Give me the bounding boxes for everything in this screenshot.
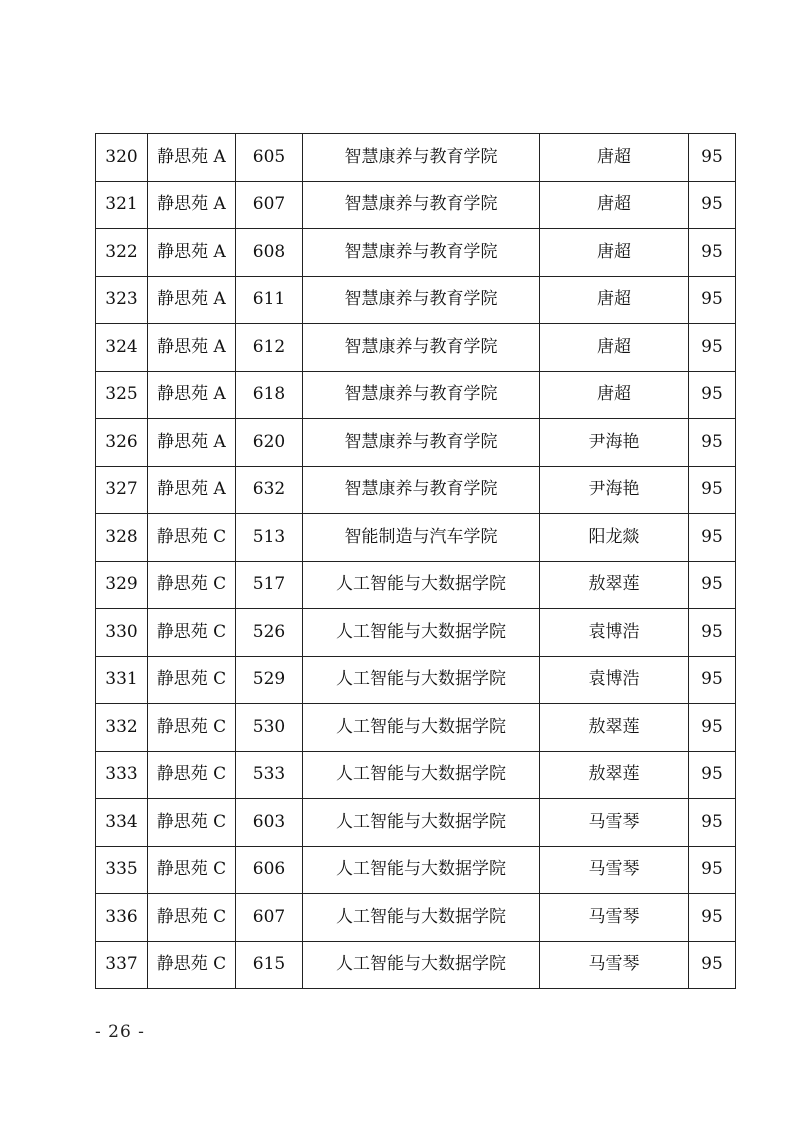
table-row <box>96 514 736 562</box>
table-row <box>96 656 736 704</box>
score-cell: 95 <box>689 514 736 562</box>
college-cell: 智慧康养与教育学院 <box>303 466 540 514</box>
building-cell: 静思苑 C <box>148 656 236 704</box>
score-cell: 95 <box>689 799 736 847</box>
room-number-cell: 606 <box>236 846 303 894</box>
row-number-cell: 329 <box>96 561 148 609</box>
building-cell: 静思苑 C <box>148 704 236 752</box>
score-cell: 95 <box>689 324 736 372</box>
building-cell: 静思苑 C <box>148 609 236 657</box>
room-number-cell: 615 <box>236 941 303 989</box>
college-cell: 智慧康养与教育学院 <box>303 181 540 229</box>
room-number-cell: 517 <box>236 561 303 609</box>
person-in-charge-cell: 马雪琴 <box>540 799 689 847</box>
college-cell: 智慧康养与教育学院 <box>303 276 540 324</box>
table-row <box>96 799 736 847</box>
row-number-cell: 337 <box>96 941 148 989</box>
score-cell: 95 <box>689 751 736 799</box>
row-number-cell: 321 <box>96 181 148 229</box>
room-number-cell: 620 <box>236 419 303 467</box>
room-number-cell: 608 <box>236 229 303 277</box>
table-body <box>96 134 736 989</box>
score-cell: 95 <box>689 371 736 419</box>
row-number-cell: 326 <box>96 419 148 467</box>
room-number-cell: 513 <box>236 514 303 562</box>
table-row <box>96 229 736 277</box>
building-cell: 静思苑 A <box>148 276 236 324</box>
table-row <box>96 276 736 324</box>
row-number-cell: 336 <box>96 894 148 942</box>
person-in-charge-cell: 敖翠莲 <box>540 561 689 609</box>
dormitory-score-table <box>95 133 736 989</box>
room-number-cell: 607 <box>236 181 303 229</box>
person-in-charge-cell: 马雪琴 <box>540 894 689 942</box>
table-row <box>96 894 736 942</box>
score-cell: 95 <box>689 466 736 514</box>
row-number-cell: 335 <box>96 846 148 894</box>
score-cell: 95 <box>689 609 736 657</box>
person-in-charge-cell: 唐超 <box>540 229 689 277</box>
building-cell: 静思苑 A <box>148 181 236 229</box>
college-cell: 智慧康养与教育学院 <box>303 324 540 372</box>
building-cell: 静思苑 C <box>148 894 236 942</box>
college-cell: 人工智能与大数据学院 <box>303 894 540 942</box>
college-cell: 智能制造与汽车学院 <box>303 514 540 562</box>
row-number-cell: 323 <box>96 276 148 324</box>
table-row <box>96 419 736 467</box>
score-cell: 95 <box>689 419 736 467</box>
row-number-cell: 322 <box>96 229 148 277</box>
building-cell: 静思苑 C <box>148 941 236 989</box>
building-cell: 静思苑 A <box>148 466 236 514</box>
college-cell: 智慧康养与教育学院 <box>303 371 540 419</box>
person-in-charge-cell: 唐超 <box>540 324 689 372</box>
person-in-charge-cell: 敖翠莲 <box>540 704 689 752</box>
college-cell: 人工智能与大数据学院 <box>303 846 540 894</box>
college-cell: 人工智能与大数据学院 <box>303 561 540 609</box>
table-row <box>96 704 736 752</box>
person-in-charge-cell: 马雪琴 <box>540 941 689 989</box>
row-number-cell: 327 <box>96 466 148 514</box>
person-in-charge-cell: 袁博浩 <box>540 656 689 704</box>
row-number-cell: 331 <box>96 656 148 704</box>
person-in-charge-cell: 唐超 <box>540 181 689 229</box>
room-number-cell: 530 <box>236 704 303 752</box>
building-cell: 静思苑 A <box>148 134 236 182</box>
person-in-charge-cell: 唐超 <box>540 276 689 324</box>
table-row <box>96 134 736 182</box>
table-row <box>96 561 736 609</box>
college-cell: 人工智能与大数据学院 <box>303 704 540 752</box>
table-row <box>96 181 736 229</box>
college-cell: 智慧康养与教育学院 <box>303 229 540 277</box>
building-cell: 静思苑 C <box>148 846 236 894</box>
score-cell: 95 <box>689 941 736 989</box>
college-cell: 人工智能与大数据学院 <box>303 941 540 989</box>
row-number-cell: 320 <box>96 134 148 182</box>
table-row <box>96 324 736 372</box>
building-cell: 静思苑 C <box>148 751 236 799</box>
table-row <box>96 371 736 419</box>
person-in-charge-cell: 尹海艳 <box>540 466 689 514</box>
table-row <box>96 751 736 799</box>
room-number-cell: 607 <box>236 894 303 942</box>
row-number-cell: 330 <box>96 609 148 657</box>
person-in-charge-cell: 敖翠莲 <box>540 751 689 799</box>
room-number-cell: 632 <box>236 466 303 514</box>
room-number-cell: 618 <box>236 371 303 419</box>
table-row <box>96 941 736 989</box>
room-number-cell: 603 <box>236 799 303 847</box>
table-row <box>96 846 736 894</box>
page-number: - 26 - <box>95 1022 145 1042</box>
score-cell: 95 <box>689 181 736 229</box>
person-in-charge-cell: 阳龙燚 <box>540 514 689 562</box>
person-in-charge-cell: 唐超 <box>540 371 689 419</box>
person-in-charge-cell: 袁博浩 <box>540 609 689 657</box>
person-in-charge-cell: 马雪琴 <box>540 846 689 894</box>
college-cell: 人工智能与大数据学院 <box>303 799 540 847</box>
room-number-cell: 605 <box>236 134 303 182</box>
score-cell: 95 <box>689 846 736 894</box>
college-cell: 人工智能与大数据学院 <box>303 609 540 657</box>
table-row <box>96 466 736 514</box>
score-cell: 95 <box>689 561 736 609</box>
person-in-charge-cell: 尹海艳 <box>540 419 689 467</box>
row-number-cell: 334 <box>96 799 148 847</box>
person-in-charge-cell: 唐超 <box>540 134 689 182</box>
room-number-cell: 611 <box>236 276 303 324</box>
room-number-cell: 612 <box>236 324 303 372</box>
row-number-cell: 325 <box>96 371 148 419</box>
score-cell: 95 <box>689 656 736 704</box>
row-number-cell: 333 <box>96 751 148 799</box>
row-number-cell: 324 <box>96 324 148 372</box>
building-cell: 静思苑 C <box>148 561 236 609</box>
room-number-cell: 533 <box>236 751 303 799</box>
score-cell: 95 <box>689 134 736 182</box>
row-number-cell: 332 <box>96 704 148 752</box>
table-row <box>96 609 736 657</box>
score-cell: 95 <box>689 229 736 277</box>
score-cell: 95 <box>689 276 736 324</box>
building-cell: 静思苑 A <box>148 324 236 372</box>
college-cell: 人工智能与大数据学院 <box>303 751 540 799</box>
college-cell: 人工智能与大数据学院 <box>303 656 540 704</box>
room-number-cell: 526 <box>236 609 303 657</box>
building-cell: 静思苑 C <box>148 799 236 847</box>
college-cell: 智慧康养与教育学院 <box>303 419 540 467</box>
score-cell: 95 <box>689 894 736 942</box>
building-cell: 静思苑 A <box>148 419 236 467</box>
building-cell: 静思苑 C <box>148 514 236 562</box>
building-cell: 静思苑 A <box>148 371 236 419</box>
score-cell: 95 <box>689 704 736 752</box>
row-number-cell: 328 <box>96 514 148 562</box>
college-cell: 智慧康养与教育学院 <box>303 134 540 182</box>
room-number-cell: 529 <box>236 656 303 704</box>
building-cell: 静思苑 A <box>148 229 236 277</box>
